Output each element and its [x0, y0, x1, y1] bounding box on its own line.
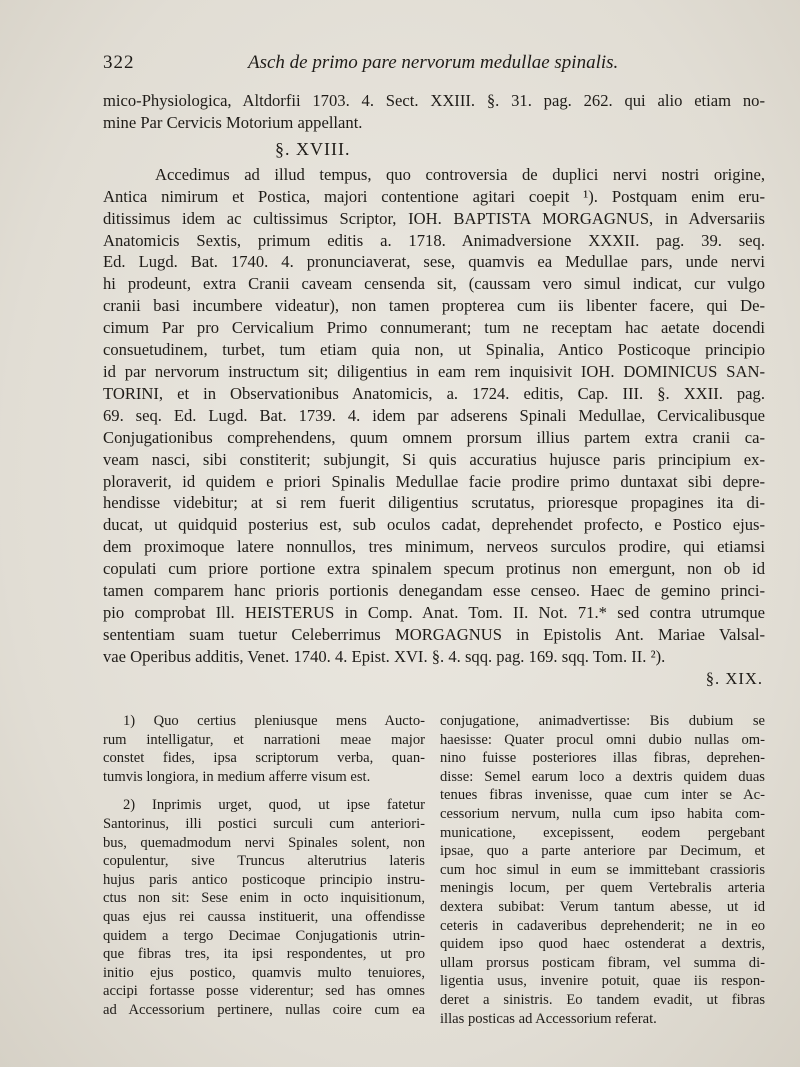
text-line: TORINI, et in Observationibus Anatomicis, a. 1724. editis, Cap. III. §. XXII. pag.	[103, 383, 765, 403]
footnote-line: ipsae, quo a parte anteriore par Decimum, et	[440, 843, 765, 860]
text-line: id par nervorum instructum sit; diligentius in eam rem inquisivit IOH. DOMINICUS SAN-	[103, 361, 765, 381]
text-line: dem proximoque latere nonnullos, tres minimum, nerveos surculos prodire, qui etiamsi	[103, 537, 765, 557]
section-heading: §. XVIII.	[275, 138, 351, 159]
footnote-1	[103, 712, 425, 786]
text-line: Accedimus ad illud tempus, quo controversia de duplici nervi nostri origine,	[155, 164, 765, 184]
page-number: 322	[103, 52, 135, 73]
footnote-line: Santorinus, illi postici surculi cum anteriori-	[103, 815, 425, 832]
text-line: hendisse videbitur; at si rem fuerit diligentius scrutatus, prioresque propagines ita di-	[103, 493, 765, 513]
footnote-line: municatione, excepissent, eodem pergebant	[440, 824, 765, 841]
footnote-line: rum intelligatur, et narrationi meae major	[103, 731, 425, 748]
footnote-line: bus, quemadmodum nervi Spinales solent, non	[103, 834, 425, 851]
text-line: Anatomicis Sextis, primum editis a. 1718. Animadversione XXXII. pag. 39. seq.	[103, 230, 765, 250]
text-line: cimum Par pro Cervicalium Primo connumerant; tum ne receptam hac aetate docendi	[103, 318, 765, 338]
text-line: ditissimus idem ac cultissimus Scriptor, IOH. BAPTISTA MORGAGNUS, in Adversariis	[103, 208, 765, 228]
footnote-line: constet fides, ipsa scriptorum verba, quan-	[103, 750, 425, 767]
footnote-line: disse: Semel earum loco a dextris quidem duas	[440, 768, 765, 785]
text-line: cranii basi incumbere videatur), non tamen propterea cum iis libenter facere, qui De-	[103, 296, 765, 316]
text-line: 69. seq. Ed. Lugd. Bat. 1739. 4. idem par adserens Spinali Medullae, Cervicalibusque	[103, 405, 765, 425]
text-line: copulati cum priore portione extra spinalem specum protinus non emergunt, non ob id	[103, 559, 765, 579]
text-line: vae Operibus additis, Venet. 1740. 4. Epist. XVI. §. 4. sqq. pag. 169. sqq. Tom. II. ²).	[103, 646, 666, 666]
footnote-line: haesisse: Quater procul omni dubio nullas om-	[440, 731, 765, 748]
footnote-line: 2) Inprimis urget, quod, ut ipse fatetur	[123, 797, 425, 814]
footnote-line: meningis locum, per quem Vertebralis arteria	[440, 880, 765, 897]
footnote-line: que fibras tres, ita ipsi respondentes, ut pro	[103, 946, 425, 963]
text-line: Ed. Lugd. Bat. 1740. 4. pronunciaverat, sese, quamvis ea Medullae pars, unde nervi	[103, 252, 765, 272]
footnotes-right-column	[440, 712, 765, 1028]
footnote-line: tumvis longiora, in medium afferre visum est.	[103, 768, 371, 785]
footnote-line: cum hoc simul in eum se immittebant crassioris	[440, 861, 765, 878]
running-title: Asch de primo pare nervorum medullae spinalis.	[248, 52, 619, 73]
footnote-line: ceteris in cadaveribus deprehenderit; ne in eo	[440, 917, 765, 934]
footnote-line: illas posticas ad Accessorium referat.	[440, 1010, 657, 1027]
footnote-line: 1) Quo certius pleniusque mens Aucto-	[123, 713, 425, 729]
text-line: mico-Physiologica, Altdorfii 1703. 4. Sect. XXIII. §. 31. pag. 262. qui alio etiam no-	[103, 91, 765, 110]
text-line: Antica nimirum et Postica, majori contentione agitari coepit ¹). Postquam enim eru-	[103, 186, 765, 206]
text-line: veam nasci, sibi constiterit; subjungit, Si quis accuratius hujusce paris principium ex-	[103, 449, 765, 469]
text-line: Conjugationibus comprehendens, quum omnem prorsum illius partem extra cranii ca-	[103, 427, 765, 447]
footnotes-left-column	[103, 712, 425, 1020]
footnote-line: cessorium nervum, nulla cum ipso habita com-	[440, 805, 765, 822]
footnote-line: quidem a tergo Decimae Conjugationis utrin-	[103, 927, 425, 944]
footnote-line: quidem ipso quod haec ostenderat a dextris,	[440, 936, 765, 953]
text-line: consuetudinem, turbet, tum etiam quia non, ut Spinalia, Antico Posticoque principio	[103, 340, 765, 360]
footnote-line: deret a sinistris. Eo tandem evadit, ut fibras	[440, 991, 765, 1008]
footnote-line: nino fuisse posteriores illas fibras, deprehen-	[440, 750, 765, 767]
text-line: mine Par Cervicis Motorium appellant.	[103, 112, 363, 132]
footnote-line: ad Accessorium pertinere, nullas coire cum ea	[103, 1001, 425, 1018]
footnote-line: tenues fibras invenisse, quae cum inter se Ac-	[440, 787, 765, 804]
footnote-2	[103, 796, 425, 1019]
next-section-heading: §. XIX.	[705, 668, 763, 688]
footnote-line: ctus non sit: Sese enim in octo inquisitionum,	[103, 890, 425, 907]
text-line: tamen comparem hanc prioris portionis denegandam esse censeo. Haec de gemino princi-	[103, 581, 765, 601]
main-text	[103, 90, 765, 690]
footnote-line: dextera subibat: Verum tantum abesse, ut id	[440, 898, 765, 915]
footnote-line: ligentia usus, invenire potuit, quae iis respon-	[440, 973, 765, 990]
text-line: pio comprobat Ill. HEISTERUS in Comp. Anat. Tom. II. Not. 71.* sed contra utrumque	[103, 602, 765, 622]
footnote-line: ullam prorsus posticam fibram, vel summa di-	[440, 954, 765, 971]
text-line: ploraverit, id quidem e priori Spinalis Medullae facie prodire primo duntaxat sibi depre-	[103, 471, 765, 491]
footnote-line: copulentur, sive Truncus alterutrius lateris	[103, 853, 425, 870]
text-line: ducat, ut quidquid posterius est, sub oculos cadat, deprehendet profecto, e Postico ejus-	[103, 515, 765, 535]
page-header	[103, 52, 723, 78]
footnote-line: quas ejus rei caussa instituerit, una offendisse	[103, 908, 425, 925]
footnote-line: initio ejus postico, quamvis multo tenuiores,	[103, 964, 425, 981]
footnote-line: accipi fortasse posse viderentur; sed has omnes	[103, 983, 425, 1000]
footnote-line: conjugatione, animadvertisse: Bis dubium se	[440, 713, 765, 729]
text-line: hi prodeunt, extra Cranii caveam censenda sit, (caussam vero simul indicat, cur vulgo	[103, 274, 765, 294]
text-line: sententiam suam tuetur Celeberrimus MORGAGNUS in Epistolis Ant. Mariae Valsal-	[103, 624, 765, 644]
footnote-line: hujus paris antico posticoque principio instru-	[103, 871, 425, 888]
